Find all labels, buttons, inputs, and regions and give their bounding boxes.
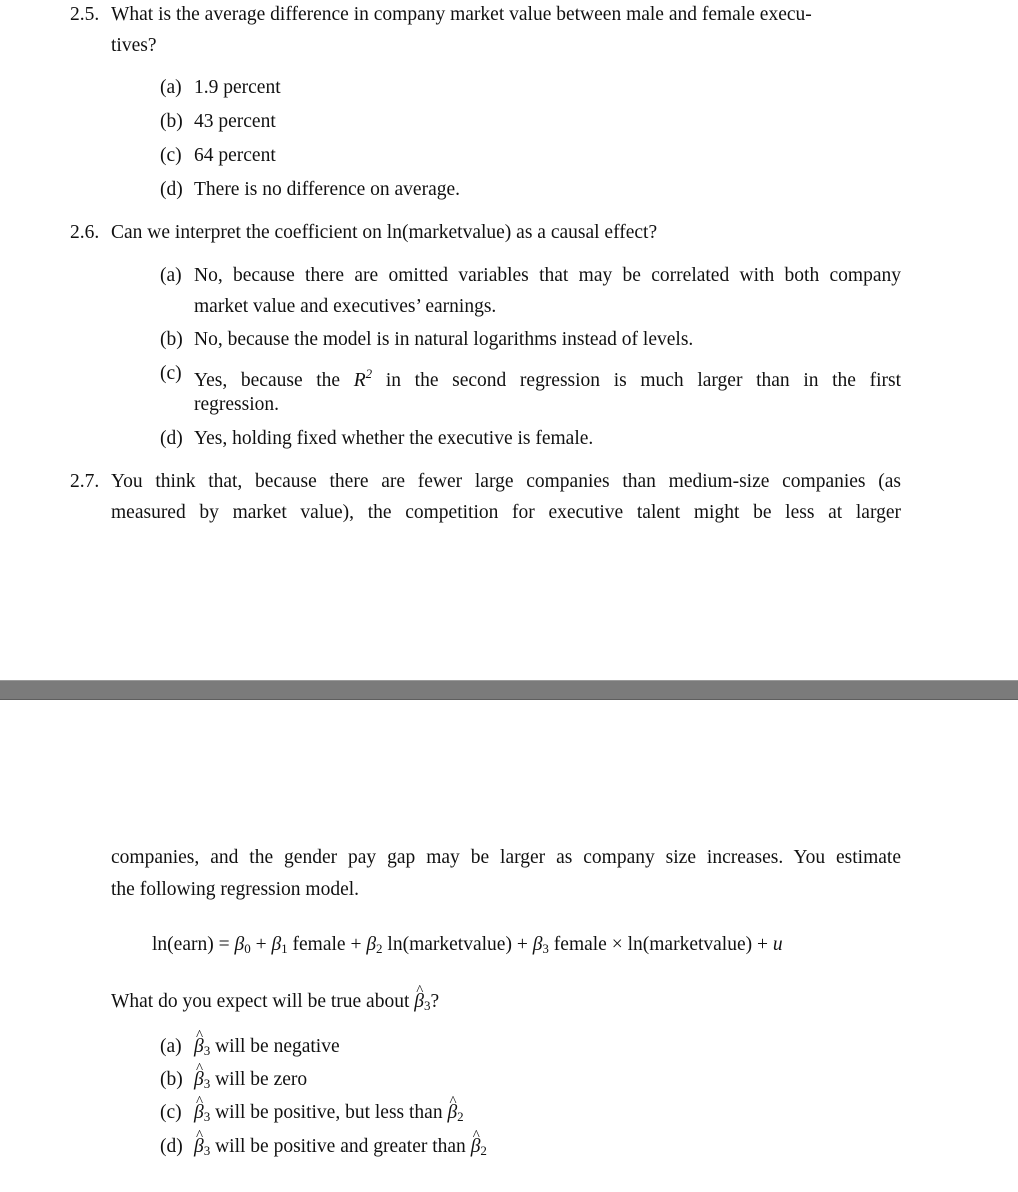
- q26-option-c-line2: regression.: [194, 394, 280, 415]
- q27-option-c-text: ^ $\beta_3$ will be positive, but less than ^ $\beta_2$: [194, 1101, 464, 1129]
- q27-option-b-text: ^ $\beta_3$ will be zero: [194, 1068, 307, 1096]
- q27-option-a-text: ^ $\beta_3$ will be negative: [194, 1035, 340, 1063]
- q25-option-d-text: There is no difference on average.: [194, 179, 461, 200]
- q27-line2: measured by market value), the competition for executive talent might be less at larger: [111, 502, 901, 523]
- q26-option-a-label: (a): [160, 265, 182, 286]
- q25-option-c-text: 64 percent: [194, 145, 276, 166]
- q25-option-a-text: 1.9 percent: [194, 77, 281, 98]
- q25-question-line2: tives?: [111, 35, 157, 56]
- q27-option-d-label: (d): [160, 1136, 183, 1157]
- q26-option-b-label: (b): [160, 329, 183, 350]
- q26-option-d-text: Yes, holding fixed whether the executive is female.: [194, 428, 594, 449]
- regression-equation: ln(earn) = $\beta_0 + \beta_1$ female + $\beta_2$ ln(marketvalue) + $\beta_3$ female × ln(marketvalue) + u: [152, 934, 783, 956]
- r-squared-symbol: $R^2$: [353, 366, 373, 391]
- q25-option-c-label: (c): [160, 145, 182, 166]
- q26-option-c-label: (c): [160, 363, 182, 384]
- q26-option-b-text: No, because the model is in natural logarithms instead of levels.: [194, 329, 694, 350]
- q26-option-c-line1: Yes, because the $R^2$ in the second regression is much larger than in the first: [194, 366, 902, 391]
- q26-option-a-line1: No, because there are omitted variables that may be correlated with both company: [194, 265, 901, 286]
- q27-option-b-label: (b): [160, 1069, 183, 1090]
- q27-number: 2.7.: [70, 471, 100, 492]
- q25-number: 2.5.: [70, 4, 100, 25]
- q25-option-b-label: (b): [160, 111, 183, 132]
- q27-line3: companies, and the gender pay gap may be larger as company size increases. You estimate: [111, 847, 901, 868]
- q26-question: Can we interpret the coefficient on ln(marketvalue) as a causal effect?: [111, 222, 658, 243]
- q27-option-d-text: ^ $\beta_3$ will be positive and greater than ^ $\beta_2$: [194, 1135, 487, 1163]
- page-divider: [0, 680, 1018, 700]
- q27-option-c-label: (c): [160, 1102, 182, 1123]
- q27-option-a-label: (a): [160, 1036, 182, 1057]
- q26-option-d-label: (d): [160, 428, 183, 449]
- q25-option-b-text: 43 percent: [194, 111, 276, 132]
- q25-option-d-label: (d): [160, 179, 183, 200]
- q27-line4: the following regression model.: [111, 879, 360, 900]
- q25-option-a-label: (a): [160, 77, 182, 98]
- q27-prompt: What do you expect will be true about ^ $\beta_3$?: [111, 990, 439, 1018]
- q27-line1: You think that, because there are fewer large companies than medium-size companies (as: [111, 471, 901, 492]
- q26-option-a-line2: market value and executives’ earnings.: [194, 296, 497, 317]
- q26-number: 2.6.: [70, 222, 100, 243]
- q25-question-line1: What is the average difference in company market value between male and female execu-: [111, 4, 812, 25]
